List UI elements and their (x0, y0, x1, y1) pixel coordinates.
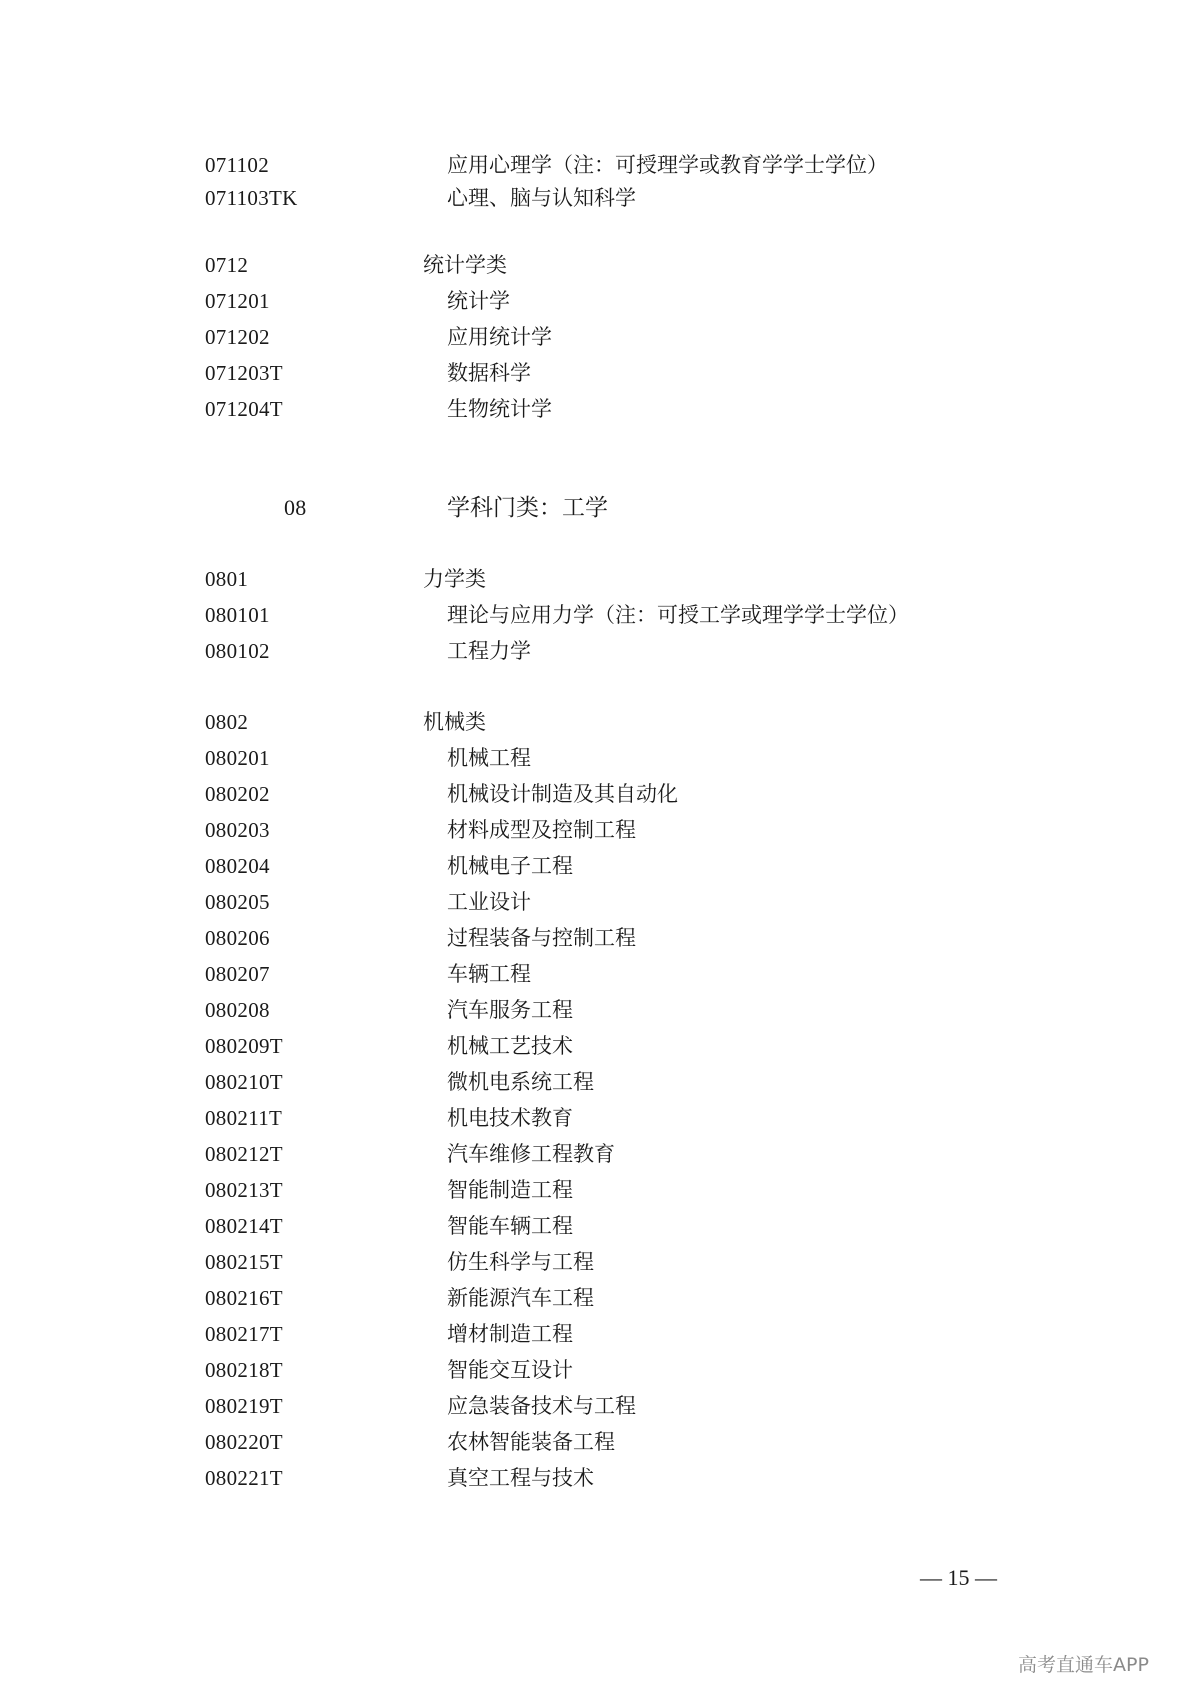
major-code: 080213T (205, 1178, 283, 1202)
major-row (0, 1391, 1190, 1421)
category-name: 机械类 (423, 710, 486, 734)
major-code: 071102 (205, 153, 270, 177)
major-name: 汽车服务工程 (447, 998, 573, 1022)
major-row (0, 358, 1190, 388)
major-code: 071202 (205, 325, 270, 349)
major-row (0, 959, 1190, 989)
major-code: 080212T (205, 1142, 283, 1166)
major-name: 汽车维修工程教育 (447, 1142, 615, 1166)
major-name: 增材制造工程 (447, 1322, 573, 1346)
major-code: 080215T (205, 1250, 283, 1274)
major-name: 理论与应用力学（注：可授工学或理学学士学位） (447, 603, 909, 627)
major-code: 071201 (205, 289, 270, 313)
major-code: 080217T (205, 1322, 283, 1346)
major-row (0, 923, 1190, 953)
major-row (0, 1247, 1190, 1277)
major-name: 智能制造工程 (447, 1178, 573, 1202)
major-row (0, 394, 1190, 424)
major-row (0, 1463, 1190, 1493)
major-name: 统计学 (447, 289, 510, 313)
major-row (0, 1031, 1190, 1061)
major-name: 农林智能装备工程 (447, 1430, 615, 1454)
major-code: 080216T (205, 1286, 283, 1310)
major-name: 微机电系统工程 (447, 1070, 594, 1094)
major-name: 应用统计学 (447, 325, 552, 349)
major-name: 心理、脑与认知科学 (447, 186, 636, 210)
major-name: 智能车辆工程 (447, 1214, 573, 1238)
major-row (0, 183, 1190, 213)
major-code: 071103TK (205, 186, 298, 210)
major-row (0, 1319, 1190, 1349)
major-row (0, 1211, 1190, 1241)
major-code: 080208 (205, 998, 270, 1022)
major-row (0, 815, 1190, 845)
page-number: — 15 — (920, 1565, 997, 1590)
major-row (0, 286, 1190, 316)
major-code: 071204T (205, 397, 283, 421)
category-row (0, 564, 1190, 594)
major-code: 080206 (205, 926, 270, 950)
major-code: 080205 (205, 890, 270, 914)
major-row (0, 1283, 1190, 1313)
discipline-code: 08 (284, 495, 307, 520)
major-code: 080218T (205, 1358, 283, 1382)
major-code: 080201 (205, 746, 270, 770)
category-name: 力学类 (423, 567, 486, 591)
major-name: 数据科学 (447, 361, 531, 385)
major-name: 生物统计学 (447, 397, 552, 421)
category-code: 0801 (205, 567, 249, 591)
major-row (0, 851, 1190, 881)
category-code: 0802 (205, 710, 249, 734)
major-row (0, 1067, 1190, 1097)
major-row (0, 779, 1190, 809)
major-code: 080219T (205, 1394, 283, 1418)
major-name: 应用心理学（注：可授理学或教育学学士学位） (447, 153, 888, 177)
major-row (0, 1103, 1190, 1133)
major-row (0, 1427, 1190, 1457)
major-name: 机械工艺技术 (447, 1034, 573, 1058)
major-code: 080210T (205, 1070, 283, 1094)
major-row (0, 887, 1190, 917)
category-row (0, 250, 1190, 280)
major-name: 过程装备与控制工程 (447, 926, 636, 950)
major-name: 机械设计制造及其自动化 (447, 782, 678, 806)
major-name: 机械电子工程 (447, 854, 573, 878)
major-code: 080209T (205, 1034, 283, 1058)
major-row (0, 1139, 1190, 1169)
major-code: 071203T (205, 361, 283, 385)
major-name: 工程力学 (447, 639, 531, 663)
major-code: 080202 (205, 782, 270, 806)
major-code: 080214T (205, 1214, 283, 1238)
major-name: 仿生科学与工程 (447, 1250, 594, 1274)
major-row (0, 1355, 1190, 1385)
major-code: 080203 (205, 818, 270, 842)
major-row (0, 1175, 1190, 1205)
major-name: 新能源汽车工程 (447, 1286, 594, 1310)
major-name: 机械工程 (447, 746, 531, 770)
major-code: 080101 (205, 603, 270, 627)
major-code: 080102 (205, 639, 270, 663)
category-row (0, 707, 1190, 737)
major-name: 真空工程与技术 (447, 1466, 594, 1490)
discipline-heading (0, 493, 1190, 523)
major-code: 080204 (205, 854, 270, 878)
major-name: 材料成型及控制工程 (447, 818, 636, 842)
watermark: 高考直通车APP (1018, 1654, 1149, 1676)
major-row (0, 636, 1190, 666)
major-code: 080221T (205, 1466, 283, 1490)
major-code: 080207 (205, 962, 270, 986)
major-name: 应急装备技术与工程 (447, 1394, 636, 1418)
discipline-name: 学科门类：工学 (447, 495, 608, 521)
major-code: 080220T (205, 1430, 283, 1454)
major-name: 智能交互设计 (447, 1358, 573, 1382)
category-name: 统计学类 (423, 253, 507, 277)
major-name: 车辆工程 (447, 962, 531, 986)
major-row (0, 995, 1190, 1025)
major-name: 工业设计 (447, 890, 531, 914)
major-row (0, 322, 1190, 352)
major-row (0, 743, 1190, 773)
category-code: 0712 (205, 253, 249, 277)
major-name: 机电技术教育 (447, 1106, 573, 1130)
major-row (0, 600, 1190, 630)
major-code: 080211T (205, 1106, 283, 1130)
major-row (0, 150, 1190, 180)
